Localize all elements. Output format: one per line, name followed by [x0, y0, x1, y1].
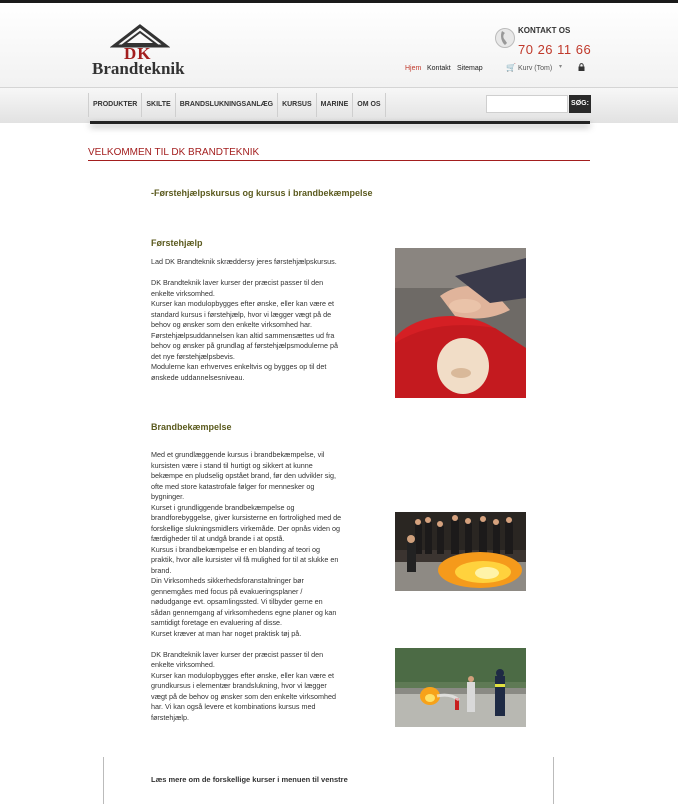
- text-line: Kursus i brandbekæmpelse er en blanding af teori og: [151, 544, 321, 554]
- text-line: Kurset i grundliggende brandbekæmpelse og: [151, 502, 295, 512]
- footer-divider-left: [103, 757, 104, 804]
- text-line: behov og ønsker som den enkelte virksomhed har.: [151, 320, 313, 329]
- text-line: Lad DK Brandteknik skræddersy jeres førstehjælpskursus.: [151, 257, 337, 266]
- text-line: praktik, hvor alle kursister vil få mulighed for til at slukke en: [151, 555, 339, 564]
- first-aid-text: [151, 257, 383, 383]
- main-nav: [88, 93, 386, 117]
- nav-item-marine[interactable]: MARINE: [316, 93, 353, 117]
- nav-item-produkter[interactable]: PRODUKTER: [88, 93, 141, 117]
- nav-item-om-os[interactable]: OM OS: [352, 93, 385, 117]
- first-aid-photo: [395, 248, 526, 398]
- text-line: forskellige slukningsmidlers virkemåde. Der opnås viden og: [151, 523, 340, 533]
- logo-name: Brandteknik: [92, 59, 185, 78]
- read-more-text: Læs mere om de forskellige kurser i menuen til venstre: [151, 775, 348, 784]
- footer-divider-right: [553, 757, 554, 804]
- nav-divider: [90, 121, 590, 124]
- phone-number[interactable]: 70 26 11 66: [518, 42, 592, 57]
- phone-icon: [495, 25, 515, 51]
- text-line: Kurser kan modulopbygges efter ønske, eller kan være et: [151, 299, 334, 308]
- chevron-down-icon[interactable]: ▾: [559, 64, 563, 70]
- nav-item-skilte[interactable]: SKILTE: [141, 93, 174, 117]
- text-line: [151, 268, 383, 279]
- text-line: har. Vi kan også levere et kombinations kursus med: [151, 702, 316, 711]
- text-line: bekæmpe en pludselig opstået brand, før den udvikler sig,: [151, 471, 336, 480]
- contact-label: KONTAKT OS: [518, 26, 571, 35]
- fire-training-photo: [395, 512, 526, 591]
- text-line: bygninger.: [151, 492, 185, 501]
- logo-dk: DK: [124, 44, 152, 63]
- cart-link[interactable]: [506, 63, 552, 72]
- nav-item-brandslukningsanlaeg[interactable]: BRANDSLUKNINGSANLÆG: [175, 93, 277, 117]
- nav-item-kursus[interactable]: KURSUS: [277, 93, 316, 117]
- text-line: førstehjælp.: [151, 712, 189, 722]
- text-line: Kurset kræver at man har noget praktisk tøj på.: [151, 628, 302, 638]
- text-line: brandforebyggelse, giver kursisterne en fortrolighed med de: [151, 513, 342, 522]
- link-contact[interactable]: Kontakt: [427, 65, 451, 72]
- link-sitemap[interactable]: Sitemap: [457, 65, 483, 72]
- intro-heading: -Førstehjælpskursus og kursus i brandbekæmpelse: [151, 188, 373, 198]
- text-line: DK Brandteknik laver kurser der præcist passer til den: [151, 649, 324, 659]
- text-line: Med et grundlæggende kursus i brandbekæmpelse, vil: [151, 450, 325, 459]
- text-line: ønskede uddannelsesniveau.: [151, 372, 245, 382]
- text-line: ofte med store katastrofale følger for mennesker og: [151, 481, 315, 491]
- search-input[interactable]: [486, 95, 568, 113]
- first-aid-heading: Førstehjælp: [151, 238, 203, 248]
- text-line: behov og ønsker på grundlag af førstehjælpsmodulerne på: [151, 341, 338, 350]
- search-button[interactable]: SØG:: [569, 95, 591, 113]
- cart-icon: 🛒: [506, 63, 516, 72]
- page-title: VELKOMMEN TIL DK BRANDTEKNIK: [88, 147, 260, 158]
- text-line: færdigheder til at undgå brande i at opstå.: [151, 534, 285, 543]
- text-line: [151, 639, 383, 650]
- text-line: samtidigt foretage en evaluering af disse.: [151, 618, 283, 627]
- text-line: sådan gennemgang af virksomhedens egne planer og kan: [151, 607, 337, 617]
- lock-icon[interactable]: [578, 63, 585, 71]
- text-line: brand.: [151, 565, 172, 575]
- text-line: det nye førstehjælpsbevis.: [151, 351, 235, 361]
- link-home[interactable]: Hjem: [405, 65, 422, 72]
- text-line: Modulerne kan erhverves enkeltvis og bygges op til det: [151, 362, 327, 371]
- text-line: enkelte virksomhed.: [151, 660, 215, 669]
- text-line: nødudgange evt. opsamlingssted. Vi tilbyder gerne en: [151, 597, 323, 606]
- text-line: kursisten være i stand til hurtigt og sikkert at kunne: [151, 460, 313, 470]
- text-line: Kurser kan modulopbygges efter ønske, eller kan være et: [151, 670, 334, 680]
- logo[interactable]: [90, 24, 190, 79]
- text-line: standard kursus i førstehjælp, hvor vi lægger vægt på de: [151, 309, 332, 319]
- fire-fighting-text: [151, 450, 383, 723]
- extinguisher-photo: [395, 648, 526, 727]
- text-line: DK Brandteknik laver kurser der præcist passer til den: [151, 278, 324, 287]
- cart-label: Kurv (Tom): [517, 65, 553, 72]
- text-line: gennemgåes med focus på evakueringsplaner /: [151, 586, 303, 596]
- text-line: vægt på de behov og ønsker som den enkelte virksomhed: [151, 691, 336, 701]
- fire-fighting-heading: Brandbekæmpelse: [151, 422, 232, 432]
- text-line: grundkursus i elementær brandslukning, hvor vi lægger: [151, 681, 327, 690]
- text-line: enkelte virksomhed.: [151, 288, 215, 298]
- text-line: Din Virksomheds sikkerhedsforanstaltninger bør: [151, 576, 304, 585]
- text-line: Førstehjælpsuddannelsen kan altid sammensættes ud fra: [151, 330, 335, 340]
- title-divider: [88, 160, 590, 161]
